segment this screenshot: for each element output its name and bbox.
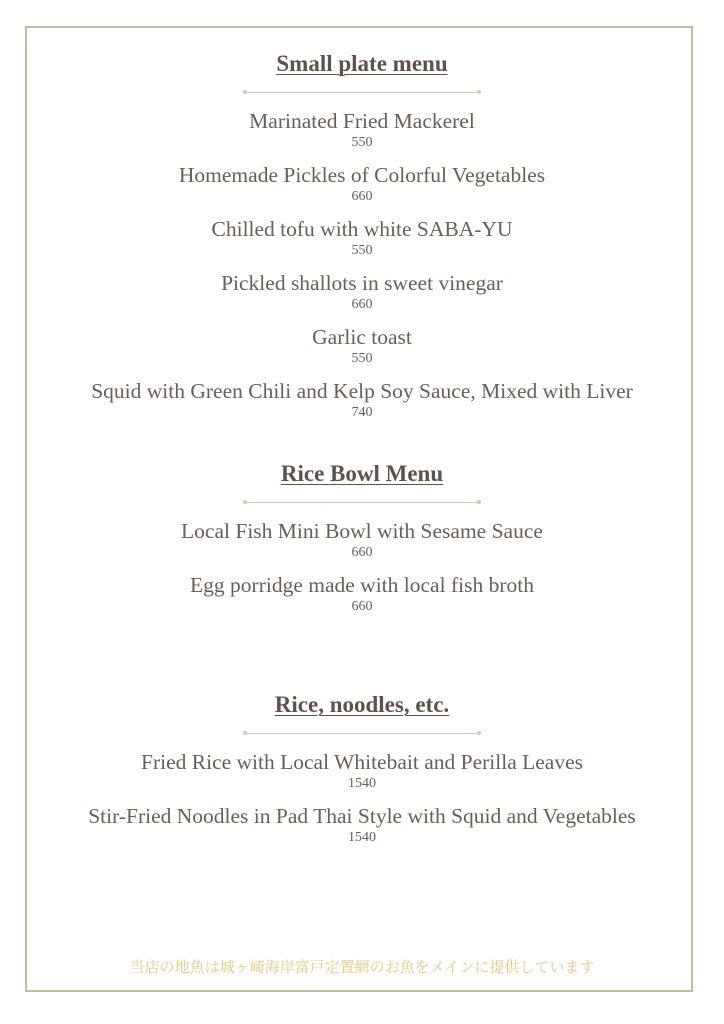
menu-item-price: 550 xyxy=(351,351,373,366)
menu-item-name: Egg porridge made with local fish broth xyxy=(190,573,534,597)
menu-item xyxy=(0,216,724,260)
menu-item-price: 1540 xyxy=(348,830,376,845)
menu-item xyxy=(0,518,724,562)
menu-item-name: Fried Rice with Local Whitebait and Perilla Leaves xyxy=(141,750,583,774)
menu-item-name: Garlic toast xyxy=(312,325,412,349)
menu-item-price: 660 xyxy=(351,545,373,560)
menu-item-name: Chilled tofu with white SABA-YU xyxy=(211,217,513,241)
menu-item xyxy=(0,108,724,152)
section-divider xyxy=(245,733,479,734)
menu-item-name: Squid with Green Chili and Kelp Soy Sauce, Mixed with Liver xyxy=(91,379,633,403)
menu-item-price: 660 xyxy=(351,189,373,204)
menu-item-name: Pickled shallots in sweet vinegar xyxy=(221,271,503,295)
menu-item xyxy=(0,803,724,847)
section-title-rice-noodles: Rice, noodles, etc. xyxy=(274,692,450,717)
menu-item xyxy=(0,270,724,314)
menu-item xyxy=(0,324,724,368)
menu-item-price: 550 xyxy=(351,135,373,150)
section-title-small-plate: Small plate menu xyxy=(276,51,448,76)
menu-item-price: 740 xyxy=(351,405,373,420)
menu-item-name: Marinated Fried Mackerel xyxy=(249,109,475,133)
section-title-rice-bowl: Rice Bowl Menu xyxy=(280,461,444,486)
menu-item-list xyxy=(0,108,724,422)
menu-item-price: 550 xyxy=(351,243,373,258)
section-divider xyxy=(245,502,479,503)
footer-note: 当店の地魚は城ヶ崎海岸富戸定置網のお魚をメインに提供しています xyxy=(129,958,595,976)
menu-item-name: Local Fish Mini Bowl with Sesame Sauce xyxy=(181,519,543,543)
menu-item-list xyxy=(0,518,724,616)
section-rice-noodles xyxy=(0,691,724,857)
menu-item xyxy=(0,749,724,793)
menu-item-price: 1540 xyxy=(348,776,376,791)
menu-item xyxy=(0,378,724,422)
menu-item xyxy=(0,572,724,616)
menu-item-price: 660 xyxy=(351,297,373,312)
menu-item-name: Stir-Fried Noodles in Pad Thai Style with Squid and Vegetables xyxy=(88,804,636,828)
section-rice-bowl xyxy=(0,460,724,626)
menu-item xyxy=(0,162,724,206)
section-small-plate xyxy=(0,50,724,432)
section-divider xyxy=(245,92,479,93)
menu-item-name: Homemade Pickles of Colorful Vegetables xyxy=(178,163,546,187)
menu-item-price: 660 xyxy=(351,599,373,614)
menu-item-list xyxy=(0,749,724,847)
